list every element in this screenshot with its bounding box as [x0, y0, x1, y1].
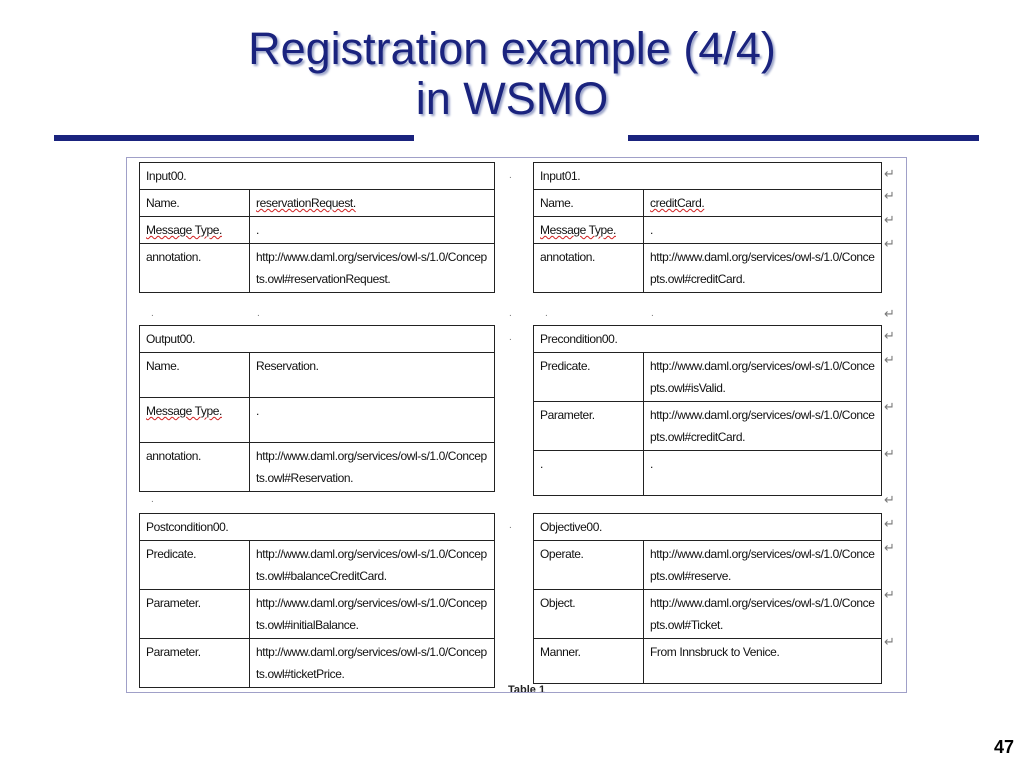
value-cell: . — [250, 217, 495, 244]
value-cell: . — [644, 451, 882, 496]
embedded-document — [126, 157, 907, 693]
table-caption: Table 1 — [508, 684, 546, 693]
table-row — [534, 541, 882, 590]
table-row — [534, 451, 882, 496]
table-row — [140, 190, 495, 217]
table-row — [140, 639, 495, 688]
key-cell: Predicate. — [140, 541, 250, 590]
key-cell: . — [534, 451, 644, 496]
key-cell: Operate. — [534, 541, 644, 590]
value-cell: http://www.daml.org/services/owl-s/1.0/Concepts.owl#isValid. — [644, 353, 882, 402]
key-cell: Parameter. — [140, 590, 250, 639]
value-cell: . — [250, 398, 495, 443]
paragraph-mark: . — [509, 170, 512, 181]
value-cell — [644, 190, 882, 217]
table-row — [140, 590, 495, 639]
table-precondition00 — [533, 325, 882, 496]
key-cell: Manner. — [534, 639, 644, 684]
table-row — [534, 402, 882, 451]
return-arrow-icon: ↵ — [884, 587, 895, 602]
key-cell: Name. — [140, 353, 250, 398]
table-row — [140, 353, 495, 398]
return-arrow-icon: ↵ — [884, 540, 895, 555]
key-cell: Name. — [534, 190, 644, 217]
return-arrow-icon: ↵ — [884, 352, 895, 367]
table-row — [140, 443, 495, 492]
title-rule-right — [628, 135, 979, 141]
value-cell: http://www.daml.org/services/owl-s/1.0/Concepts.owl#reserve. — [644, 541, 882, 590]
return-arrow-icon: ↵ — [884, 634, 895, 649]
value-cell: Reservation. — [250, 353, 495, 398]
table-row — [140, 398, 495, 443]
slide-title — [0, 24, 1024, 124]
key-cell: Parameter. — [140, 639, 250, 688]
table-output00 — [139, 325, 495, 492]
paragraph-mark: . — [651, 308, 654, 319]
return-arrow-icon: ↵ — [884, 306, 895, 321]
value-cell: http://www.daml.org/services/owl-s/1.0/Concepts.owl#balanceCreditCard. — [250, 541, 495, 590]
return-arrow-icon: ↵ — [884, 236, 895, 251]
table-postcondition00 — [139, 513, 495, 688]
paragraph-mark: . — [151, 308, 154, 319]
key-cell: Name. — [140, 190, 250, 217]
paragraph-mark: . — [257, 308, 260, 319]
table-row — [534, 244, 882, 293]
value-cell — [250, 190, 495, 217]
title-line-2: in WSMO — [415, 73, 609, 124]
key-cell — [140, 217, 250, 244]
table-row — [534, 590, 882, 639]
return-arrow-icon: ↵ — [884, 516, 895, 531]
value-cell: http://www.daml.org/services/owl-s/1.0/Concepts.owl#reservationRequest. — [250, 244, 495, 293]
table-row — [534, 217, 882, 244]
table-header: Input01. — [534, 163, 882, 190]
return-arrow-icon: ↵ — [884, 188, 895, 203]
value-cell: http://www.daml.org/services/owl-s/1.0/Concepts.owl#Ticket. — [644, 590, 882, 639]
title-rule-left — [54, 135, 414, 141]
return-arrow-icon: ↵ — [884, 212, 895, 227]
return-arrow-icon: ↵ — [884, 492, 895, 507]
title-line-1: Registration example (4/4) — [248, 23, 776, 74]
key-cell: annotation. — [140, 244, 250, 293]
key-cell — [140, 398, 250, 443]
table-header: Output00. — [140, 326, 495, 353]
paragraph-mark: . — [545, 308, 548, 319]
key-cell — [534, 217, 644, 244]
table-row — [534, 353, 882, 402]
key-cell: annotation. — [140, 443, 250, 492]
key-text: Message Type. — [146, 404, 222, 418]
table-header: Precondition00. — [534, 326, 882, 353]
table-row — [140, 541, 495, 590]
table-row — [140, 244, 495, 293]
table-header: Input00. — [140, 163, 495, 190]
key-cell: annotation. — [534, 244, 644, 293]
paragraph-mark: . — [509, 308, 512, 319]
value-cell: http://www.daml.org/services/owl-s/1.0/Concepts.owl#ticketPrice. — [250, 639, 495, 688]
return-arrow-icon: ↵ — [884, 328, 895, 343]
key-text: Message Type. — [146, 223, 222, 237]
value-cell: From Innsbruck to Venice. — [644, 639, 882, 684]
return-arrow-icon: ↵ — [884, 166, 895, 181]
value-cell: http://www.daml.org/services/owl-s/1.0/Concepts.owl#Reservation. — [250, 443, 495, 492]
value-cell: . — [644, 217, 882, 244]
page-number: 47 — [993, 737, 1014, 757]
paragraph-mark: . — [151, 494, 154, 505]
table-row — [534, 639, 882, 684]
key-cell: Predicate. — [534, 353, 644, 402]
value-cell: http://www.daml.org/services/owl-s/1.0/Concepts.owl#creditCard. — [644, 244, 882, 293]
paragraph-mark: . — [509, 332, 512, 343]
key-cell: Parameter. — [534, 402, 644, 451]
value-cell: http://www.daml.org/services/owl-s/1.0/Concepts.owl#initialBalance. — [250, 590, 495, 639]
key-cell: Object. — [534, 590, 644, 639]
paragraph-mark: . — [509, 520, 512, 531]
table-header: Postcondition00. — [140, 514, 495, 541]
value-text: creditCard. — [650, 196, 705, 210]
table-input00 — [139, 162, 495, 293]
return-arrow-icon: ↵ — [884, 399, 895, 414]
table-row — [534, 190, 882, 217]
value-cell: http://www.daml.org/services/owl-s/1.0/Concepts.owl#creditCard. — [644, 402, 882, 451]
key-text: Message Type. — [540, 223, 616, 237]
table-row — [140, 217, 495, 244]
table-header: Objective00. — [534, 514, 882, 541]
return-arrow-icon: ↵ — [884, 446, 895, 461]
table-objective00 — [533, 513, 882, 684]
table-input01 — [533, 162, 882, 293]
value-text: reservationRequest. — [256, 196, 356, 210]
